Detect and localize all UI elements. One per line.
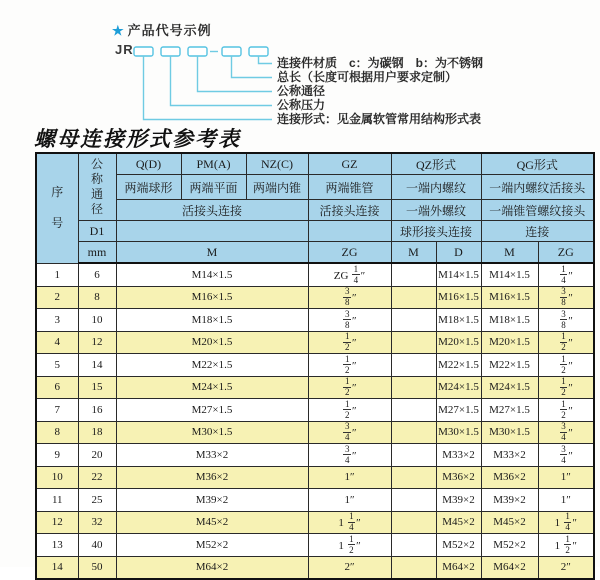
nut-connection-reference-table bbox=[35, 152, 595, 580]
header-d1: D1 bbox=[78, 221, 116, 242]
cell-gz-thread: ZG $\frac{1}{4}$ ″ bbox=[308, 263, 391, 286]
header-blank bbox=[308, 221, 391, 242]
cell-m-thread: M20×1.5 bbox=[116, 331, 308, 354]
cell-row-number: 5 bbox=[36, 354, 78, 377]
header-row-number: 序号 bbox=[36, 153, 78, 263]
cell-m-thread: M14×1.5 bbox=[116, 263, 308, 286]
cell-qz-d: M64×2 bbox=[436, 556, 481, 579]
cell-m-thread: M27×1.5 bbox=[116, 399, 308, 422]
header-gz-union-connection: 活接头连接 bbox=[308, 200, 391, 221]
callout-line bbox=[232, 56, 273, 78]
cell-qg-zg: $\frac{1}{2}$ ″ bbox=[538, 376, 594, 399]
cell-qz-m bbox=[391, 511, 436, 534]
cell-qz-m bbox=[391, 444, 436, 467]
cell-gz-thread: $\frac{3}{8}$ ″ bbox=[308, 286, 391, 309]
cell-m-thread: M52×2 bbox=[116, 534, 308, 557]
cell-mm: 50 bbox=[78, 556, 116, 579]
table-row bbox=[36, 421, 594, 444]
code-box bbox=[222, 47, 241, 56]
cell-qg-zg: $\frac{3}{4}$ ″ bbox=[538, 444, 594, 467]
header-qg-connection: 连接 bbox=[481, 221, 594, 242]
cell-qz-d: M16×1.5 bbox=[436, 286, 481, 309]
cell-qg-zg: $\frac{1}{2}$ ″ bbox=[538, 399, 594, 422]
cell-qz-m bbox=[391, 263, 436, 286]
cell-mm: 15 bbox=[78, 376, 116, 399]
cell-mm: 16 bbox=[78, 399, 116, 422]
header-qg-zg: ZG bbox=[538, 242, 594, 264]
cell-qz-m bbox=[391, 534, 436, 557]
cell-qg-zg: $\frac{3}{8}$ ″ bbox=[538, 309, 594, 332]
cell-qg-zg: 1 $\frac{1}{4}$ ″ bbox=[538, 511, 594, 534]
star-icon: ★ bbox=[112, 23, 125, 38]
table-row bbox=[36, 399, 594, 422]
cell-qg-zg: 2″ bbox=[538, 556, 594, 579]
diagram-title-text: 产品代号示例 bbox=[127, 23, 212, 38]
cell-m-thread: M30×1.5 bbox=[116, 421, 308, 444]
callout-line bbox=[198, 56, 273, 92]
cell-gz-thread: $\frac{1}{2}$ ″ bbox=[308, 376, 391, 399]
cell-qg-zg: 1″ bbox=[538, 489, 594, 512]
cell-qg-zg: $\frac{1}{2}$ ″ bbox=[538, 331, 594, 354]
cell-row-number: 9 bbox=[36, 444, 78, 467]
header-qz-connection: 球形接头连接 bbox=[391, 221, 481, 242]
header-qg-desc1: 一端内螺纹活接头 bbox=[481, 175, 594, 200]
code-box bbox=[249, 47, 268, 56]
header-m-main: M bbox=[116, 242, 308, 264]
cell-row-number: 14 bbox=[36, 556, 78, 579]
cell-qz-d: M45×2 bbox=[436, 511, 481, 534]
code-box bbox=[188, 47, 207, 56]
header-col-pm: PM(A) bbox=[181, 153, 246, 175]
cell-qz-d: M36×2 bbox=[436, 466, 481, 489]
cell-qz-m bbox=[391, 286, 436, 309]
cell-row-number: 11 bbox=[36, 489, 78, 512]
header-nominal-diameter: 公称通径 bbox=[78, 153, 116, 221]
header-pm-desc: 两端平面 bbox=[181, 175, 246, 200]
cell-row-number: 3 bbox=[36, 309, 78, 332]
cell-qg-m: M16×1.5 bbox=[481, 286, 538, 309]
cell-qg-m: M30×1.5 bbox=[481, 421, 538, 444]
cell-mm: 12 bbox=[78, 331, 116, 354]
table-row bbox=[36, 376, 594, 399]
cell-m-thread: M39×2 bbox=[116, 489, 308, 512]
cell-gz-thread: $\frac{3}{8}$ ″ bbox=[308, 309, 391, 332]
cell-gz-thread: $\frac{3}{4}$ ″ bbox=[308, 421, 391, 444]
cell-qg-m: M33×2 bbox=[481, 444, 538, 467]
cell-qg-m: M39×2 bbox=[481, 489, 538, 512]
cell-qg-m: M64×2 bbox=[481, 556, 538, 579]
header-col-q: Q(D) bbox=[116, 153, 181, 175]
callout-line bbox=[259, 56, 273, 64]
cell-qg-zg: $\frac{1}{4}$ ″ bbox=[538, 263, 594, 286]
cell-row-number: 12 bbox=[36, 511, 78, 534]
cell-qz-m bbox=[391, 309, 436, 332]
cell-row-number: 4 bbox=[36, 331, 78, 354]
cell-qz-m bbox=[391, 466, 436, 489]
cell-mm: 20 bbox=[78, 444, 116, 467]
cell-qz-d: M39×2 bbox=[436, 489, 481, 512]
cell-m-thread: M24×1.5 bbox=[116, 376, 308, 399]
cell-m-thread: M45×2 bbox=[116, 511, 308, 534]
cell-qz-d: M52×2 bbox=[436, 534, 481, 557]
table-row bbox=[36, 466, 594, 489]
cell-qz-d: M27×1.5 bbox=[436, 399, 481, 422]
cell-mm: 18 bbox=[78, 421, 116, 444]
callout-label-length: 总长（长度可根据用户要求定制） bbox=[277, 70, 458, 84]
cell-qg-m: M36×2 bbox=[481, 466, 538, 489]
table-row bbox=[36, 489, 594, 512]
cell-qz-d: M18×1.5 bbox=[436, 309, 481, 332]
cell-qz-m bbox=[391, 399, 436, 422]
diagram-title bbox=[112, 20, 212, 39]
cell-qg-m: M52×2 bbox=[481, 534, 538, 557]
table-row bbox=[36, 286, 594, 309]
cell-row-number: 8 bbox=[36, 421, 78, 444]
table-row bbox=[36, 556, 594, 579]
cell-qg-zg: 1 $\frac{1}{2}$ ″ bbox=[538, 534, 594, 557]
cell-row-number: 13 bbox=[36, 534, 78, 557]
cell-qz-m bbox=[391, 331, 436, 354]
header-qg-m: M bbox=[481, 242, 538, 264]
callout-line bbox=[144, 56, 273, 120]
cell-gz-thread: $\frac{3}{4}$ ″ bbox=[308, 444, 391, 467]
cell-qz-d: M30×1.5 bbox=[436, 421, 481, 444]
table-row bbox=[36, 354, 594, 377]
header-mm: mm bbox=[78, 242, 116, 264]
cell-mm: 40 bbox=[78, 534, 116, 557]
callout-label-diameter: 公称通径 bbox=[277, 84, 326, 98]
cell-row-number: 2 bbox=[36, 286, 78, 309]
cell-qz-d: M24×1.5 bbox=[436, 376, 481, 399]
callout-label-material: 连接件材质 c：为碳钢 b：为不锈钢 bbox=[277, 56, 484, 70]
cell-m-thread: M18×1.5 bbox=[116, 309, 308, 332]
header-col-qg: QG形式 bbox=[481, 153, 594, 175]
cell-m-thread: M36×2 bbox=[116, 466, 308, 489]
table-row bbox=[36, 309, 594, 332]
cell-m-thread: M22×1.5 bbox=[116, 354, 308, 377]
cell-gz-thread: 1″ bbox=[308, 489, 391, 512]
header-qg-desc2: 一端锥管螺纹接头 bbox=[481, 200, 594, 221]
cell-qg-zg: 1″ bbox=[538, 466, 594, 489]
cell-qz-m bbox=[391, 376, 436, 399]
cell-m-thread: M16×1.5 bbox=[116, 286, 308, 309]
cell-mm: 8 bbox=[78, 286, 116, 309]
cell-mm: 22 bbox=[78, 466, 116, 489]
cell-qg-m: M27×1.5 bbox=[481, 399, 538, 422]
header-nz-desc: 两端内锥 bbox=[246, 175, 308, 200]
cell-qg-m: M18×1.5 bbox=[481, 309, 538, 332]
cell-m-thread: M33×2 bbox=[116, 444, 308, 467]
header-blank bbox=[116, 221, 308, 242]
table-row bbox=[36, 444, 594, 467]
header-q-desc: 两端球形 bbox=[116, 175, 181, 200]
cell-qg-m: M24×1.5 bbox=[481, 376, 538, 399]
cell-gz-thread: 2″ bbox=[308, 556, 391, 579]
callout-line bbox=[171, 56, 273, 106]
header-qz-m: M bbox=[391, 242, 436, 264]
cell-qg-m: M45×2 bbox=[481, 511, 538, 534]
cell-qz-d: M22×1.5 bbox=[436, 354, 481, 377]
cell-qz-m bbox=[391, 354, 436, 377]
cell-row-number: 7 bbox=[36, 399, 78, 422]
header-gz-desc: 两端锥管 bbox=[308, 175, 391, 200]
header-qz-desc1: 一端内螺纹 bbox=[391, 175, 481, 200]
cell-row-number: 1 bbox=[36, 263, 78, 286]
code-box bbox=[134, 47, 153, 56]
product-code-prefix: JR bbox=[115, 42, 134, 57]
table-row bbox=[36, 263, 594, 286]
table-row bbox=[36, 331, 594, 354]
cell-row-number: 6 bbox=[36, 376, 78, 399]
cell-mm: 14 bbox=[78, 354, 116, 377]
cell-gz-thread: 1 $\frac{1}{4}$ ″ bbox=[308, 511, 391, 534]
cell-qz-d: M20×1.5 bbox=[436, 331, 481, 354]
cell-mm: 25 bbox=[78, 489, 116, 512]
cell-gz-thread: $\frac{1}{2}$ ″ bbox=[308, 331, 391, 354]
cell-gz-thread: $\frac{1}{2}$ ″ bbox=[308, 354, 391, 377]
cell-qz-d: M14×1.5 bbox=[436, 263, 481, 286]
table-row bbox=[36, 511, 594, 534]
header-qz-desc2: 一端外螺纹 bbox=[391, 200, 481, 221]
cell-qg-m: M20×1.5 bbox=[481, 331, 538, 354]
table-title: 螺母连接形式参考表 bbox=[34, 127, 241, 151]
cell-mm: 6 bbox=[78, 263, 116, 286]
cell-gz-thread: 1″ bbox=[308, 466, 391, 489]
cell-qg-zg: $\frac{3}{8}$ ″ bbox=[538, 286, 594, 309]
cell-qz-m bbox=[391, 556, 436, 579]
code-box bbox=[161, 47, 180, 56]
header-union-connection: 活接头连接 bbox=[116, 200, 308, 221]
cell-qz-m bbox=[391, 489, 436, 512]
cell-gz-thread: $\frac{1}{2}$ ″ bbox=[308, 399, 391, 422]
cell-mm: 10 bbox=[78, 309, 116, 332]
cell-qz-m bbox=[391, 421, 436, 444]
header-zg-gz: ZG bbox=[308, 242, 391, 264]
callout-label-connection: 连接形式：见金属软管常用结构形式表 bbox=[277, 112, 482, 126]
cell-qg-m: M14×1.5 bbox=[481, 263, 538, 286]
cell-qz-d: M33×2 bbox=[436, 444, 481, 467]
header-col-gz: GZ bbox=[308, 153, 391, 175]
header-col-qz: QZ形式 bbox=[391, 153, 481, 175]
cell-qg-m: M22×1.5 bbox=[481, 354, 538, 377]
cell-gz-thread: 1 $\frac{1}{2}$ ″ bbox=[308, 534, 391, 557]
cell-mm: 32 bbox=[78, 511, 116, 534]
cell-qg-zg: $\frac{3}{4}$ ″ bbox=[538, 421, 594, 444]
header-col-nz: NZ(C) bbox=[246, 153, 308, 175]
header-qz-d: D bbox=[436, 242, 481, 264]
cell-qg-zg: $\frac{1}{2}$ ″ bbox=[538, 354, 594, 377]
cell-row-number: 10 bbox=[36, 466, 78, 489]
callout-label-pressure: 公称压力 bbox=[277, 98, 326, 112]
table-row bbox=[36, 534, 594, 557]
cell-m-thread: M64×2 bbox=[116, 556, 308, 579]
